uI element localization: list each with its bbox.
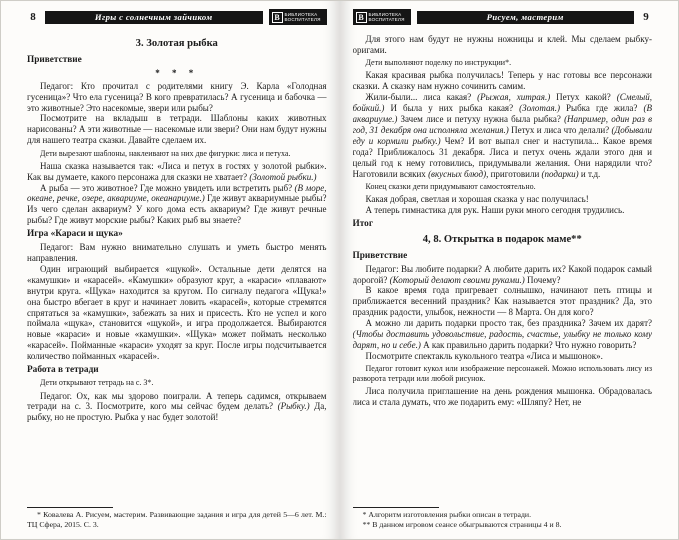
subsection-heading: Приветствие [27, 54, 82, 65]
body-paragraph: А рыба — это животное? Где можно увидеть или встретить рыб? (В море, океане, речке, озере, аквариуме, океанариуме.) Где живут аквариумные рыбы? Из чего сделан аквариум? У кого дома есть аквариум? Где живут речные рыбы? Где живут морские рыбы? Каких рыб вы знаете? [27, 182, 327, 226]
running-title-bar [45, 11, 263, 24]
body-paragraph: Наша сказка называется так: «Лиса и петух в гостях у золотой рыбки». Как вы думаете, какого персонажа для сказки не хватает? (Золотой рыбки.) [27, 160, 327, 182]
subsection-heading: Итог [352, 218, 374, 229]
running-title: Рисуем, мастерим [486, 12, 564, 22]
body-paragraph: А можно ли дарить подарки просто так, без праздника? Зачем их дарят? (Чтобы доставить удовольствие, радость, счастье, улыбку не только кому дарят, но и себе.) А как правильно дарить подарки? Что нужно говорить? [352, 318, 652, 350]
subsection-heading: Приветствие [352, 250, 408, 261]
footnote: * Ковалева А. Рисуем, мастерим. Развивающие задания и игра для детей 5—6 лет. М.: ТЦ Сфера, 2015. С. 3. [27, 510, 327, 529]
body-paragraph: Посмотрите спектакль кукольного театра «Лиса и мышонок». [365, 350, 603, 361]
body-paragraph: Какая красивая рыбка получилась! Теперь у нас готовы все персонажи сказки. А сказку нам нужно сочинить самим. [352, 70, 652, 92]
publisher-logo-letter: В [356, 12, 367, 23]
publisher-logo-text [369, 12, 405, 22]
body-paragraph: Лиса получила приглашение на день рождения мышонка. Обрадовалась лиса и стала думать, что же подарить ему: «Шляпу? Нет, не [352, 385, 652, 407]
instruction-note: Дети открывают тетрадь на с. 3*. [40, 378, 154, 388]
footnote: ** В данном игровом сеансе обыгрываются страницы 4 и 8. [362, 519, 562, 529]
page-left-content [27, 34, 327, 503]
body-paragraph: Жили-были... лиса какая? (Рыжая, хитрая.) Петух какой? (Смелый, бойкий.) И была у них рыбка какая? (Золотая.) Рыбка где жила? (В аквариуме.) Зачем лисе и петуху нужна была рыбка? (Например, один раз в год, 31 декабря она исполняла желания.) Петух и лиса что делали? (Добывали еду и кормили рыбку.) Чем? И вот выпал снег и наступила... Какое время года? Приближалось 31 декабря. Лиса и петух очень ждали этого дня и целый год к нему готовились, придумывали желания. Они нарядили что? Наготовили всяких (вкусных блюд), приготовили (подарки) и т.д. [352, 92, 652, 179]
page-right-footnotes [353, 507, 653, 529]
body-paragraph: Педагог. Ох, как мы здорово поиграли. А теперь садимся, открываем тетради на с. 3. Посмотрите, кого мы сейчас будем делать? (Рыбку.) Да, рыбку, но не простую. Рыбка у нас будет золотой! [27, 390, 327, 423]
page-left [1, 1, 340, 539]
subsection-heading: Работа в тетради [27, 365, 99, 376]
page-right-content [353, 34, 653, 503]
subsection-heading: Игра «Караси и щука» [27, 229, 123, 240]
publisher-logo-line1: БИБЛИОТЕКА [368, 11, 402, 17]
page-number: 8 [30, 11, 36, 23]
page-left-footnotes [27, 507, 327, 529]
section-divider: * * * [155, 67, 199, 78]
body-paragraph: Педагог: Вам нужно внимательно слушать и уметь быстро менять направления. [27, 242, 327, 263]
publisher-logo-line2: ВОСПИТАТЕЛЯ [284, 17, 321, 22]
body-paragraph: Педагог: Кто прочитал с родителями книгу Э. Карла «Голодная гусеница»? Что ела гусеница? В кого превратилась? А гусеница и бабочка — это животные? Это насекомые, звери или рыбы? [27, 80, 327, 113]
body-paragraph: А теперь гимнастика для рук. Наши руки много сегодня трудились. [365, 204, 625, 215]
publisher-logo-line2: ВОСПИТАТЕЛЯ [368, 17, 405, 22]
page-number: 9 [643, 11, 649, 23]
publisher-logo-text [285, 12, 321, 22]
publisher-logo-letter: В [272, 12, 283, 23]
publisher-logo [353, 9, 411, 25]
body-paragraph: Какая добрая, светлая и хорошая сказка у нас получилась! [365, 194, 589, 205]
running-title: Игры с солнечным зайчиком [94, 12, 213, 22]
body-paragraph: Для этого нам будут не нужны ножницы и клей. Мы сделаем рыбку-оригами. [352, 34, 652, 55]
instruction-note: Педагог готовит кукол или изображение персонажей. Можно использовать лису из разворота тетради или любой рисунок. [352, 364, 652, 383]
instruction-note: Конец сказки дети придумывают самостоятельно. [365, 181, 536, 191]
section-heading: 4, 8. Открытка в подарок маме** [422, 233, 582, 245]
page-right [340, 1, 679, 539]
instruction-note: Дети вырезают шаблоны, наклеивают на них две фигурки: лиса и петуха. [40, 148, 291, 158]
body-paragraph: Один играющий выбирается «щукой». Остальные дети делятся на «камушки» и «карасей». «Камушки» образуют круг, а «караси» «плавают» внутри круга. «Щука» находится за кругом. По сигналу педагога «Щука!» она быстро вбегает в круг и начинает ловить «карасей», которые стремятся спрятаться за «камушки», забежать за них и присесть. Кто не успел и кого поймала «щука», становится «щукой», и игра продолжается. Выбираются новые «караси» и новые «камушки». «Щука» может поймать несколько «карасей». Пойманные «караси» уходят за круг. После игры подсчитывается количество пойманных «карасей». [27, 263, 327, 362]
body-paragraph: Педагог: Вы любите подарки? А любите дарить их? Какой подарок самый дорогой? (Который делают своими руками.) Почему? [352, 263, 652, 285]
body-paragraph: В какое время года пригревает солнышко, начинают петь птицы и приближается весенний праздник? Как называется этот праздник? Да, это праздник радости, улыбок, нежности — 8 Марта. Он для кого? [352, 285, 652, 318]
page-header-right [353, 9, 653, 25]
body-paragraph: Посмотрите на вкладыш в тетради. Шаблоны каких животных нарисованы? А эти животные — насекомые или звери? Они нам будут нужны для нашего театра сказки. Давайте сделаем их. [27, 113, 327, 146]
instruction-note: Дети выполняют поделку по инструкции*. [365, 58, 512, 68]
publisher-logo-line1: БИБЛИОТЕКА [284, 11, 318, 17]
section-heading: 3. Золотая рыбка [135, 38, 218, 49]
publisher-logo [269, 9, 327, 25]
footnote: * Алгоритм изготовления рыбки описан в тетради. [362, 510, 532, 520]
running-title-bar [417, 11, 635, 24]
page-header-left [27, 9, 327, 25]
